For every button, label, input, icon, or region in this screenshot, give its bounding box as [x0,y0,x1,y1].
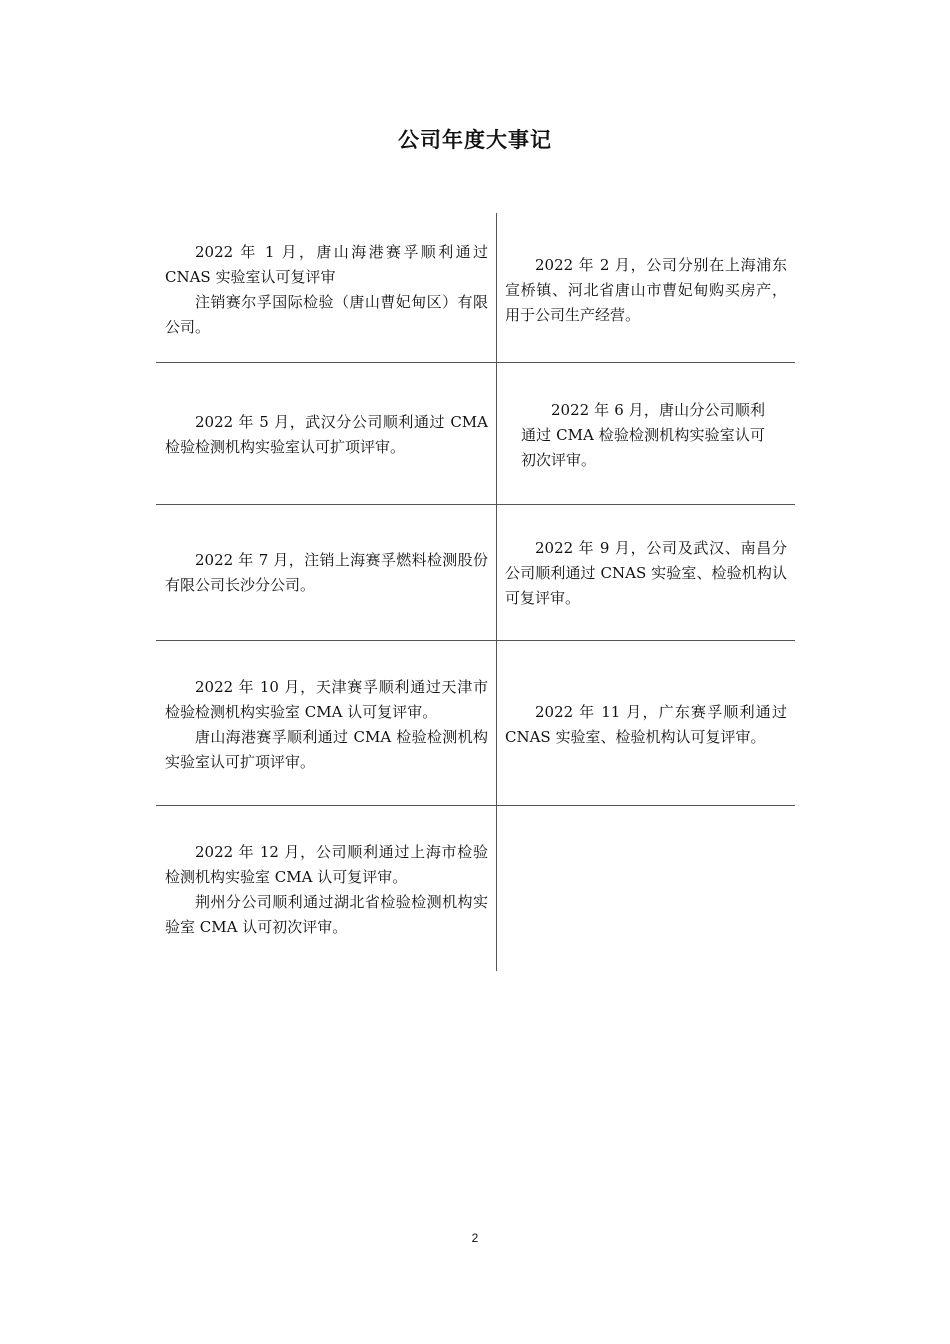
event-cell [165,675,488,775]
event-text: 2022 年 10 月，天津赛孚顺利通过天津市检验检测机构实验室 CMA 认可复评审。 [165,678,488,721]
event-text: 荆州分公司顺利通过湖北省检验检测机构实验室 CMA 认可初次评审。 [165,893,488,936]
event-text: 唐山海港赛孚顺利通过 CMA 检验检测机构实验室认可扩项评审。 [165,728,488,771]
event-text: 2022 年 6 月，唐山分公司顺利通过 CMA 检验检测机构实验室认可初次评审。 [521,401,765,469]
event-cell [165,240,488,340]
event-text: 注销赛尔孚国际检验（唐山曹妃甸区）有限公司。 [165,293,488,336]
event-cell [521,398,765,473]
event-cell [505,536,787,611]
event-text: 2022 年 9 月，公司及武汉、南昌分公司顺利通过 CNAS 实验室、检验机构认可复评审。 [505,539,787,607]
table-row-divider [156,805,795,806]
page-number: 2 [471,1231,479,1245]
event-text: 2022 年 11 月，广东赛孚顺利通过CNAS 实验室、检验机构认可复评审。 [505,703,787,746]
event-cell [165,410,488,460]
page-title: 公司年度大事记 [398,128,552,152]
event-cell [165,840,488,940]
event-text: 2022 年 5 月，武汉分公司顺利通过 CMA 检验检测机构实验室认可扩项评审。 [165,413,488,456]
event-text: 2022 年 7 月，注销上海赛孚燃料检测股份有限公司长沙分公司。 [165,551,488,594]
table-column-divider [496,213,497,971]
event-text: 2022 年 12 月，公司顺利通过上海市检验检测机构实验室 CMA 认可复评审。 [165,843,488,886]
event-cell [505,700,787,750]
event-cell [165,548,488,598]
table-row-divider [156,362,795,363]
event-text: 2022 年 1 月，唐山海港赛孚顺利通过CNAS 实验室认可复评审 [165,243,488,286]
table-row-divider [156,640,795,641]
event-cell [505,253,787,328]
event-text: 2022 年 2 月，公司分别在上海浦东宣桥镇、河北省唐山市曹妃甸购买房产，用于公司生产经营。 [505,256,787,324]
table-row-divider [156,504,795,505]
